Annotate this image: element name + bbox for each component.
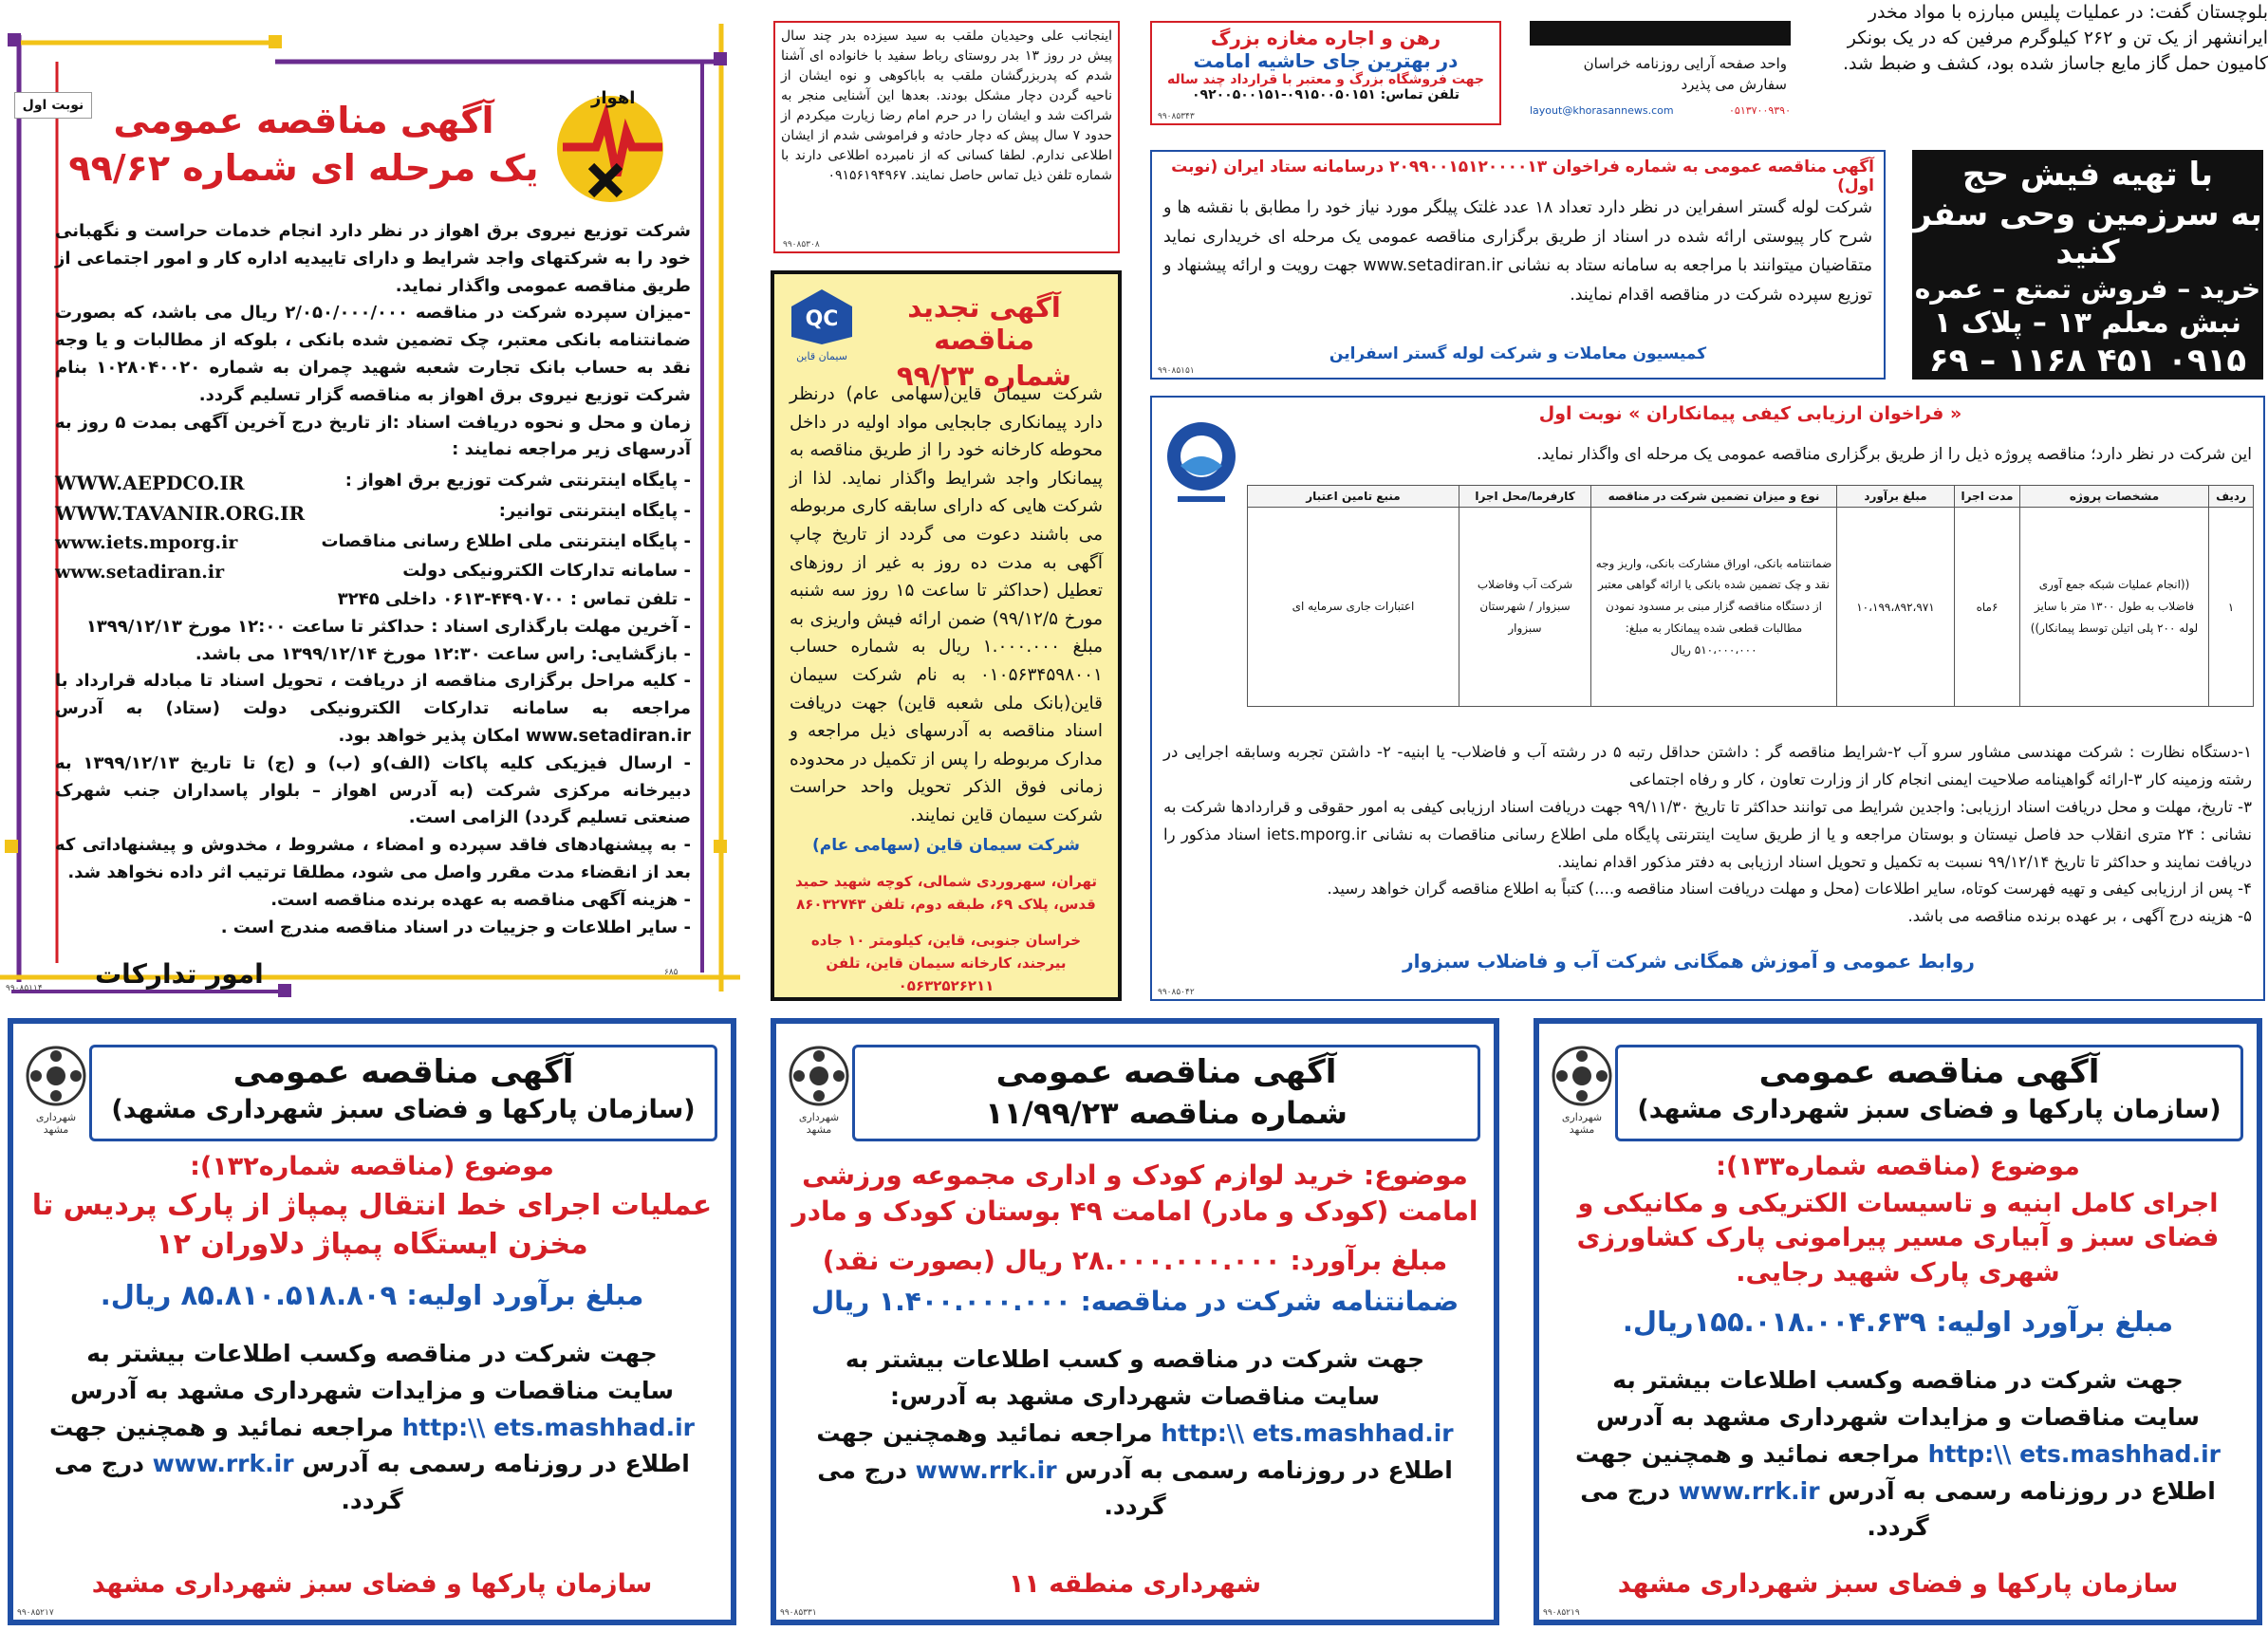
info-text: درج می گردد. [54, 1450, 403, 1514]
hajj-ad [1912, 150, 2263, 380]
paragraph: زمان و محل و نحوه دریافت اسناد :از تاریخ درج آخرین آگهی بمدت ۵ روز به آدرسهای زیر مراجعه نمایند : [55, 412, 691, 460]
paragraph: شرکت توزیع نیروی برق اهواز در نظر دارد انجام خدمات حراست و نگهبانی خود را به شرکتهای واجد شرایط و دارای تاییدیه اداره کار و امور اجتماعی از طریق مناقصه عمومی واگذار نماید. [55, 221, 691, 296]
info-text: اطلاع در روزنامه رسمی به آدرس [302, 1450, 690, 1478]
email-link[interactable]: layout@khorasannews.com [1530, 104, 1674, 117]
site-row [55, 468, 691, 498]
news-line: بلوچستان گفت: در عملیات پلیس مبارزه با مواد مخدر [1868, 2, 2268, 23]
info-line [790, 1416, 1480, 1453]
ad-code: ۹۹۰۸۵۳۳۱ [780, 1608, 817, 1618]
ad-body [790, 1152, 1480, 1526]
site-label: - پایگاه اینترنتی ملی اطلاع رسانی مناقصات [321, 531, 691, 552]
header-subtitle: (سازمان پارکها و فضای سبز شهرداری مشهد) [1637, 1095, 2222, 1124]
tender-estimate: مبلغ برآورد: ۲۸.۰۰۰.۰۰۰.۰۰۰ ریال (بصورت نقد) [822, 1244, 1448, 1276]
ad-signature: سازمان پارکها و فضای سبز شهرداری مشهد [91, 1569, 653, 1599]
ahvaz-body [55, 218, 691, 941]
tender-subject: موضوع (مناقصه شماره۱۳۲): [190, 1152, 554, 1181]
paragraph: - سایر اطلاعات و جزییات در اسناد مناقصه مندرج است . [220, 917, 691, 937]
info-line [1552, 1436, 2243, 1473]
khorasan-contact [1530, 104, 1791, 117]
hajj-line-2: به سرزمین وحی سفر کنید [1913, 195, 2262, 271]
ahvaz-title [57, 100, 550, 189]
mashhad-municipality-logo [786, 1043, 852, 1109]
qaen-title [860, 291, 1108, 392]
rrk-link[interactable]: www.rrk.ir [1678, 1476, 1820, 1505]
table-header: مبلغ برآورد [1837, 486, 1955, 508]
paragraph: - تلفن تماس : ۴۴۹۰۷۰۰-۰۶۱۳ داخلی ۳۲۴۵ [337, 588, 691, 609]
table-row [1248, 508, 2254, 707]
header-subtitle: شماره مناقصه ۱۱/۹۹/۲۳ [985, 1095, 1348, 1131]
phone-number: ۰۵۱۳۷۰۰۹۳۹۰ [1729, 104, 1791, 117]
info-line: سایت مناقصات و مزایدات شهرداری مشهد به آدرس [69, 1376, 675, 1404]
hajj-line-3: خرید – فروش تمتع – عمره [1914, 273, 2261, 305]
ets-link[interactable]: http:\\ ets.mashhad.ir [1927, 1439, 2221, 1468]
note: ۳- تاریخ، مهلت و محل دریافت اسناد ارزیابی: واجدین شرایط می توانند حداکثر تا تاریخ ۹۹/۱۱/۳۰ جهت دریافت اسناد ارزیابی کیفی به امور حقوقی و قراردادها شرکت به نشانی : ۲۴ متری انقلاب حد فاصل نیستان و بوستان مراجعه و یا از طریق سایت اینترنتی پایگاه ملی اطلاع رسانی مناقصات به نشانی iets.mporg.ir اسناد مذکور را دریافت نمایند و حداکثر تا تاریخ ۹۹/۱۲/۱۴ نسبت به تکمیل و تحویل اسناد ارزیابی به دفتر مذکور اقدام نمایند. [1163, 797, 2253, 871]
qaen-logo [788, 287, 856, 362]
news-line: کامیون حمل گاز مایع جاساز شده بود، کشف و ضبط شد. [1842, 52, 2268, 74]
paragraph: - کلیه مراحل برگزاری مناقصه از دریافت ، تحویل اسناد تا مبادله قرارداد با مراجعه به سامانه تدارکات الکترونیکی دولت (ستاد) به آدرس www.setadiran.ir امکان پذیر خواهد بود. [55, 671, 691, 746]
khorasan-line-1: واحد صفحه آرایی روزنامه خراسان [1583, 55, 1787, 72]
ad-code: ۹۹۰۸۵۰۴۲ [1158, 988, 1195, 997]
khorasan-line-2: سفارش می پذیرد [1681, 76, 1787, 93]
ad-body [1552, 1152, 2243, 1547]
news-fragment [1836, 0, 2268, 81]
hajj-phone: ۰۹۱۵ ۴۵۱ ۱۱۶۸ – ۶۹ [1928, 342, 2247, 380]
site-url[interactable]: www.setadiran.ir [55, 561, 225, 583]
info-text: اطلاع در روزنامه رسمی به آدرس [1828, 1476, 2216, 1505]
header-title: آگهی مناقصه عمومی [232, 1053, 574, 1091]
paragraph: - آخرین مهلت بارگذاری اسناد : حداکثر تا ساعت ۱۲:۰۰ مورخ ۱۳۹۹/۱۲/۱۳ [85, 616, 691, 637]
info-text: مراجعه نمائید و همچنین جهت [1575, 1439, 1920, 1468]
ets-link[interactable]: http:\\ ets.mashhad.ir [1161, 1418, 1454, 1447]
title-line-2: شماره ۹۹/۲۳ [896, 360, 1072, 392]
project-table [1247, 485, 2254, 707]
lost-contact-notice [773, 21, 1120, 253]
qaen-address-tehran: تهران، سهروردی شمالی، کوچه شهید حمید قدس، پلاک ۶۹، طبقه دوم، تلفن ۸۶۰۳۲۷۴۳ [794, 873, 1098, 913]
site-list [55, 468, 691, 586]
table-cell: ((انجام عملیات شبکه جمع آوری فاضلاب به طول ۱۳۰۰ متر با سایز لوله ۲۰۰ پلی اتیلن توسط پیمانکار)) [2020, 508, 2209, 707]
ad-code: ۹۹۰۸۵۲۱۹ [1543, 1608, 1580, 1618]
note: ۴- پس از ارزیابی کیفی و تهیه فهرست کوتاه، سایر اطلاعات (محل و مهلت دریافت اسناد مناقصه و....) کتباً به اطلاع مناقصه گران خواهد رسید. [1327, 880, 2252, 899]
qaen-address-factory: خراسان جنوبی، قاین، کیلومتر ۱۰ جاده بیرجند، کارخانه سیمان قاین، تلفن ۰۵۶۳۲۵۲۶۲۱۱ [810, 932, 1082, 994]
note: ۱-دستگاه نظارت : شرکت مهندسی مشاور سرو آب ۲-شرایط مناقصه گر : داشتن حداقل رتبه ۵ در رشته آب و فاضلاب- یا ابنیه- ۲- داشتن تجربه وسابقه اجرایی در رشته وزمینه کار ۳-ارائه گواهینامه صلاحیت ایمنی انجام کار از وزارت تعاون ، کار و رفاه اجتماعی [1163, 743, 2252, 788]
ets-link[interactable]: http:\\ ets.mashhad.ir [401, 1413, 695, 1441]
site-url[interactable]: WWW.AEPDCO.IR [55, 472, 245, 495]
paragraph: - هزینه آگهی مناقصه به عهده برنده مناقصه است. [270, 889, 691, 910]
info-line [27, 1446, 717, 1520]
notice-round-badge: نوبت اول [14, 92, 92, 119]
table-cell: ۱۰،۱۹۹،۸۹۲،۹۷۱ [1837, 508, 1955, 707]
tender-info [1552, 1362, 2243, 1547]
table-header: کارفرما/محل اجرا [1459, 486, 1591, 508]
black-bar [1530, 21, 1791, 46]
tender-guarantee: ضمانتنامه شرکت در مناقصه: ۱.۴۰۰.۰۰۰.۰۰۰ ریال [810, 1286, 1459, 1318]
khorasan-layout-ad [1530, 21, 1791, 125]
header-title: آگهی مناقصه عمومی [1758, 1053, 2100, 1091]
svg-text:QC: QC [805, 307, 839, 331]
ad-body [27, 1152, 717, 1520]
info-text: درج می گردد. [1580, 1476, 1929, 1542]
municipal-ad-left [8, 1018, 736, 1625]
tender-subject: موضوع (مناقصه شماره۱۳۳): [1716, 1152, 2080, 1181]
esfarayen-signature: کمیسیون معاملات و شرکت لوله گستر اسفراین [1329, 344, 1707, 363]
shop-line-4: تلفن تماس: ۰۹۱۵۰۰۵۰۱۵۱-۰۹۲۰۰۵۰۰۱۵۱ [1191, 87, 1460, 102]
site-row [55, 498, 691, 528]
esfarayen-tender-ad [1150, 150, 1886, 380]
ad-code: ۹۹۰۸۵۱۵۱ [1158, 366, 1195, 376]
water-company-logo [1163, 418, 1239, 513]
site-label: - پایگاه اینترنتی شرکت توزیع برق اهواز : [344, 471, 691, 491]
qaen-signature: شرکت سیمان قاین (سهامی عام) [811, 836, 1081, 855]
esfarayen-body: شرکت لوله گستر اسفراین در نظر دارد تعداد ۱۸ عدد غلتک پیلگر مورد نیاز خود را مطابق با نقشه ها و شرح کار پیوستی ارائه شده در اسناد از طریق برگزاری مناقصه عمومی یک مرحله ای خریداری نماید متقاضیان میتوانند با مراجعه به سامانه ستاد به نشانی www.setadiran.ir جهت رویت و ارائه پیشنهاد و توزیع سپرده شرکت در مناقصه اقدام نمایند. [1163, 198, 1873, 305]
note: ۵- هزینه درج آگهی ، بر عهده برنده مناقصه می باشد. [1907, 907, 2252, 926]
table-header: مدت اجرا [1955, 486, 2020, 508]
title-line-1: آگهی مناقصه عمومی [113, 100, 494, 141]
qaen-body: شرکت سیمان قاین(سهامی عام) درنظر دارد پیمانکاری جابجایی مواد اولیه در داخل محوطه کارخانه خود را از طریق مناقصه به پیمانکار واجد شرایط واگذار نماید. لذا از شرکت هایی که دارای سابقه کاری مربوطه می باشند دعوت می گردد از تاریخ چاپ آگهی به مدت ده روز به غیر از روزهای تعطیل (حداکثر تا ساعت ۱۵ روز سه شنبه مورخ ۹۹/۱۲/۵) ضمن ارائه فیش واریزی به مبلغ ۱.۰۰۰.۰۰۰ ریال به شماره حساب ۰۱۰۵۶۳۴۵۹۸۰۰۱ به نام شرکت سیمان قاین(بانک ملی شعبه قاین) جهت دریافت اسناد مناقصه به آدرسهای ذیل مراجعه و مدارک مربوطه را پس از تکمیل در محدوده زمانی فوق الذکر تحویل واحد حراست شرکت سیمان قاین نمایند. [790, 384, 1104, 825]
header-title: آگهی مناقصه عمومی [995, 1053, 1337, 1091]
ahvaz-footer-signature: امور تدارکات [95, 958, 264, 990]
table-cell: شرکت آب وفاضلاب سبزوار / شهرستان سبزوار [1459, 508, 1591, 707]
municipal-ad-middle [771, 1018, 1499, 1625]
info-line: سایت مناقصات و مزایدات شهرداری مشهد به آدرس [1595, 1403, 2201, 1432]
rrk-link[interactable]: www.rrk.ir [152, 1450, 294, 1478]
paragraph: - بازگشایی: راس ساعت ۱۲:۳۰ مورخ ۱۳۹۹/۱۲/۱۴ می باشد. [195, 643, 691, 664]
info-text: اطلاع در روزنامه رسمی به آدرس [1065, 1455, 1453, 1484]
logo-caption: شهرداری مشهد [35, 1111, 77, 1136]
table-header: نوع و میزان تضمین شرکت در مناقصه [1591, 486, 1837, 508]
hajj-line-1: با تهیه فیش حج [1962, 156, 2213, 194]
tender-work: اجرای کامل ابنیه و تاسیسات الکتریکی و مکانیکی و فضای سبز و آبیاری مسیر پیرامونی پارک کشاورزی شهری پارک شهید رجایی. [1576, 1189, 2220, 1288]
sabzevar-intro: این شرکت در نظر دارد؛ مناقصه پروژه ذیل را از طریق برگزاری مناقصه عمومی یک مرحله ای واگذار نماید. [1536, 445, 2252, 464]
rrk-link[interactable]: www.rrk.ir [915, 1455, 1057, 1484]
shop-line-1: رهن و اجاره مغازه بزرگ [1210, 27, 1441, 49]
shop-line-2: در بهترین جای حاشیه امامت [1193, 49, 1459, 72]
info-text: مراجعه نمائید وهمچنین جهت [816, 1418, 1153, 1447]
logo-caption: سیمان قاین [796, 350, 847, 362]
shop-rent-ad [1150, 21, 1501, 125]
qaen-cement-ad [771, 270, 1122, 1001]
tender-work: عملیات اجرای خط انتقال پمپاژ از پارک پردیس تا مخزن ایستگاه پمپاژ دلاوران ۱۲ [31, 1189, 713, 1261]
mashhad-municipality-logo [23, 1043, 89, 1109]
shop-line-3: جهت فروشگاه بزرگ و معتبر با قرارداد چند ساله [1166, 72, 1484, 87]
ad-code: ۹۹۰۸۵۱۱۴ [6, 984, 43, 993]
ad-code: ۹۹۰۸۵۳۴۳ [1158, 112, 1195, 121]
ad-header [852, 1045, 1480, 1141]
table-header-row [1248, 486, 2254, 508]
sabzevar-notes [1163, 739, 2252, 931]
tender-subject: موضوع: خرید لوازم کودک و اداری مجموعه ورزشی امامت (کودک و مادر) امامت ۴۹ بوستان کودک و مادر [791, 1159, 1478, 1227]
tender-info [27, 1336, 717, 1520]
municipal-ad-right [1534, 1018, 2262, 1625]
sabzevar-water-ad [1150, 396, 2265, 1001]
title-line-2: یک مرحله ای شماره ۹۹/۶۲ [68, 147, 539, 189]
info-line: جهت شرکت در مناقصه وکسب اطلاعات بیشتر به [1612, 1366, 2184, 1395]
sabzevar-project-table [1247, 485, 2254, 707]
ad-code: ۹۹۰۸۵۲۱۷ [17, 1608, 54, 1618]
site-row [55, 558, 691, 586]
ahvaz-tender-ad [0, 24, 740, 1001]
sabzevar-title: « فراخوان ارزیابی کیفی پیمانکاران » نوبت اول [1538, 403, 1962, 424]
table-header: ردیف [2209, 486, 2254, 508]
tender-estimate: مبلغ برآورد اولیه: ۸۵.۸۱۰.۵۱۸.۸۰۹ ریال. [100, 1279, 644, 1311]
ad-signature: سازمان پارکها و فضای سبز شهرداری مشهد [1617, 1569, 2179, 1599]
table-cell: ۱ [2209, 508, 2254, 707]
paragraph: - به پیشنهادهای فاقد سپرده و امضاء ، مشروط ، مخدوش و پیشنهاداتی که بعد از انقضاء مدت مقرر واصل می شود، مطلقا ترتیب اثر داده نخواهد شد. [55, 835, 691, 882]
ahvaz-electric-logo [539, 81, 681, 204]
title-line-1: آگهی تجدید مناقصه [907, 291, 1061, 356]
hajj-line-4: نبش معلم ۱۳ – پلاک ۱ [1933, 306, 2242, 340]
table-header: مشخصات پروژه [2020, 486, 2209, 508]
info-line: سایت مناقصات شهرداری مشهد به آدرس: [890, 1382, 1380, 1411]
site-url[interactable]: WWW.TAVANIR.ORG.IR [55, 502, 306, 526]
logo-caption: شهرداری مشهد [798, 1111, 840, 1136]
ad-code: ۶۸۵ [664, 968, 679, 977]
ad-signature: شهرداری منطقه ۱۱ [1008, 1569, 1262, 1599]
info-text: درج می گردد. [817, 1455, 1166, 1521]
table-cell: ۶ماه [1955, 508, 2020, 707]
info-line [27, 1410, 717, 1447]
site-label: - پایگاه اینترنتی توانیر: [498, 501, 691, 522]
tender-info [790, 1342, 1480, 1526]
logo-text: اهواز [591, 88, 636, 108]
ad-header [89, 1045, 717, 1141]
sabzevar-signature: روابط عمومی و آموزش همگانی شرکت آب و فاضلاب سبزوار [1403, 950, 1975, 973]
site-row [55, 528, 691, 557]
info-line: جهت شرکت در مناقصه و کسب اطلاعات بیشتر به [845, 1345, 1425, 1374]
info-line [790, 1453, 1480, 1527]
logo-caption: شهرداری مشهد [1561, 1111, 1603, 1136]
table-cell: ضمانتنامه بانکی، اوراق مشارکت بانکی، واریز وجه نقد و چک تضمین شده بانکی یا ارائه گواهی معتبر از دستگاه مناقصه گزار مبنی بر مسدود نمودن مطالبات قطعی شده پیمانکار به مبلغ: ۵۱۰،۰۰۰،۰۰۰ ریال [1591, 508, 1837, 707]
site-url[interactable]: www.iets.mporg.ir [55, 532, 238, 554]
ad-header [1615, 1045, 2243, 1141]
site-label: - سامانه تدارکات الکترونیکی دولت [402, 560, 691, 581]
ad-code: ۹۹۰۸۵۳۰۸ [783, 240, 820, 250]
paragraph: - ارسال فیزیکی کلیه پاکات (الف)و (ب) و (ج) تا تاریخ ۱۳۹۹/۱۲/۱۳ به دبیرخانه مرکزی شرکت (به آدرس اهواز – بلوار پاسداران جنب شهرک صنعتی تسلیم گردد) الزامی است. [55, 752, 691, 828]
news-line: ایرانشهر از یک تن و ۲۶۲ کیلوگرم مرفین که در یک بونکر [1847, 27, 2268, 48]
table-cell: اعتبارات جاری سرمایه ای [1248, 508, 1459, 707]
tender-estimate: مبلغ برآورد اولیه: ۱۵۵.۰۱۸.۰۰۴.۶۳۹ریال. [1622, 1306, 2174, 1339]
paragraph: -میزان سپرده شرکت در مناقصه ۲/۰۵۰/۰۰۰/۰۰۰ ریال می باشد، که بصورت ضمانتنامه بانکی معتبر، چک تضمین شده بانکی ، بلوکه از مطالبات و یا وجه نقد به حساب بانک تجارت شعبه شهید چمران به شماره ۱۰۲۸۰۴۰۰۲۰ بنام شرکت توزیع نیروی برق اهواز به مناقصه گزار تسلیم گردد. [55, 303, 691, 405]
info-line: جهت شرکت در مناقصه وکسب اطلاعات بیشتر به [86, 1340, 658, 1367]
header-subtitle: (سازمان پارکها و فضای سبز شهرداری مشهد) [111, 1095, 696, 1124]
info-text: مراجعه نمائید و همچنین جهت [49, 1413, 394, 1441]
esfarayen-title: آگهی مناقصه عمومی به شماره فراخوان ۲۰۹۹۰۰۱۵۱۲۰۰۰۰۱۳ درسامانه ستاد ایران (نوبت اول) [1171, 158, 1874, 195]
mashhad-municipality-logo [1549, 1043, 1615, 1109]
table-header: منبع تامین اعتبار [1248, 486, 1459, 508]
lost-notice-text: اینجانب علی وحیدیان ملقب به سید سیزده بدر چند سال پیش در روز ۱۳ بدر روستای رباط سفید با خانواده ای آشنا شدم که پدربزرگشان ملقب به باباکوهی و نوه ایشان از ناحیه گردن دچار مشکل بودند. بعدها این آشنایی منجر به شراکت شد و ایشان را در حرم امام رضا زیارت میکردم از حدود ۷ سال پیش که دچار حادثه و فراموشی شدم از ایشان اطلاعی ندارم. لطفا کسانی که از نامبرده اطلاعی دارند با شماره تلفن ذیل تماس حاصل نمایند. ۰۹۱۵۶۱۹۴۹۶۷ [781, 28, 1112, 183]
info-line [1552, 1473, 2243, 1548]
